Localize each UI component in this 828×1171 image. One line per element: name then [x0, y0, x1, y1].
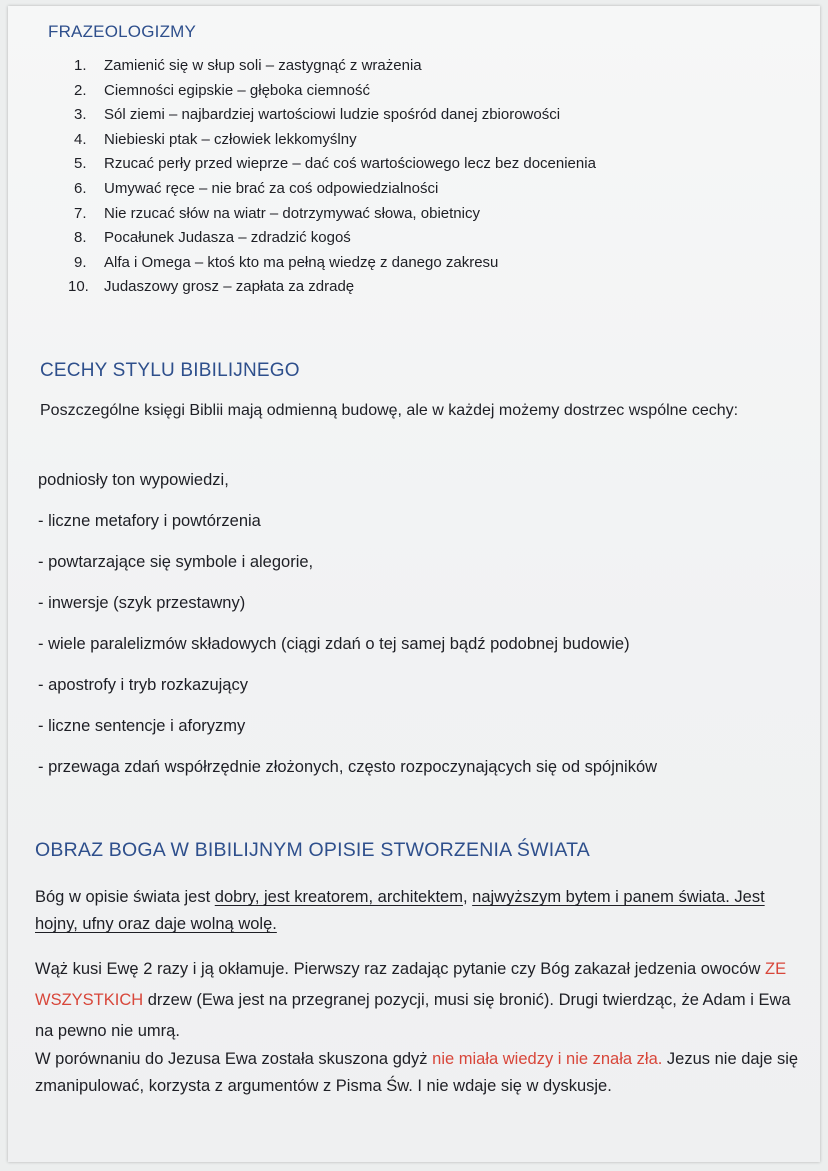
item-text: Pocałunek Judasza – zdradzić kogoś [104, 229, 351, 247]
list-item: - inwersje (szyk przestawny) [38, 594, 246, 612]
p2-highlight: ZE WSZYSTKICH [35, 960, 787, 1009]
item-number: 8. [74, 229, 87, 247]
item-text: Zamienić się w słup soli – zastygnąć z wrażenia [104, 57, 422, 74]
list-item [68, 226, 596, 251]
list-item [68, 177, 596, 202]
list-item [68, 251, 596, 276]
list-item [68, 54, 596, 79]
p1-underlined-text: dobry, jest kreatorem, architektem [214, 888, 463, 906]
list-item [68, 128, 596, 153]
item-number: 6. [74, 179, 87, 197]
p3-highlight: nie miała wiedzy i nie znała zła. [432, 1050, 663, 1068]
cechy-heading: CECHY STYLU BIBILIJNEGO [40, 360, 300, 381]
list-item: - apostrofy i tryb rozkazujący [38, 676, 248, 694]
obraz-paragraph-1 [35, 884, 795, 938]
list-item [68, 152, 596, 177]
p3-text-end: Jezus nie daje się zmanipulować, korzysta z argumentów z Pisma Św. I nie wdaje się w dyskusje. [35, 1050, 799, 1095]
item-number: 4. [74, 130, 87, 148]
obraz-paragraph-3 [35, 1046, 805, 1100]
item-number: 10. [68, 278, 89, 296]
item-text: Alfa i Omega – ktoś kto ma pełną wiedzę z danego zakresu [104, 253, 499, 271]
p2-text: Wąż kusi Ewę 2 razy i ją okłamuje. Pierwszy raz zadając pytanie czy Bóg zakazał jedzenia owoców [35, 960, 765, 978]
list-item: podniosły ton wypowiedzi, [38, 471, 229, 489]
item-text: Niebieski ptak – człowiek lekkomyślny [104, 130, 357, 148]
frazeologizmy-list [68, 54, 596, 300]
item-text: Judaszowy grosz – zapłata za zdradę [104, 278, 355, 296]
cechy-intro: Poszczególne księgi Biblii mają odmienną budowę, ale w każdej możemy dostrzec wspólne cechy: [40, 402, 739, 419]
list-item [68, 79, 596, 104]
item-text: Umywać ręce – nie brać za coś odpowiedzialności [104, 179, 439, 197]
cechy-list [38, 468, 657, 796]
p1-text: Bóg w opisie świata jest [35, 888, 215, 906]
item-number: 7. [74, 204, 87, 222]
list-item [68, 202, 596, 227]
list-item: - powtarzające się symbole i alegorie, [38, 553, 314, 571]
item-number: 1. [74, 57, 87, 74]
p2-text-end: drzew (Ewa jest na przegranej pozycji, musi się bronić). Drugi twierdząc, że Adam i Ewa na pewno nie umrą. [35, 991, 791, 1040]
item-text: Rzucać perły przed wieprze – dać coś wartościowego lecz bez docenienia [104, 155, 596, 173]
p1-separator: , [462, 888, 473, 906]
item-number: 9. [74, 253, 87, 271]
list-item: - przewaga zdań współrzędnie złożonych, często rozpoczynających się od spójników [38, 758, 658, 776]
list-item: - liczne sentencje i aforyzmy [38, 717, 246, 735]
item-text: Sól ziemi – najbardziej wartościowi ludzie spośród danej zbiorowości [104, 106, 561, 124]
document-page [8, 6, 820, 1162]
list-item: - wiele paralelizmów składowych (ciągi zdań o tej samej bądź podobnej budowie) [38, 635, 630, 653]
item-text: Nie rzucać słów na wiatr – dotrzymywać słowa, obietnicy [104, 204, 480, 222]
p1-underlined-text: najwyższym bytem i panem świata. Jest hojny, ufny oraz daje wolną wolę. [35, 888, 765, 933]
item-number: 2. [74, 81, 87, 99]
list-item: - liczne metafory i powtórzenia [38, 512, 261, 530]
obraz-boga-heading: OBRAZ BOGA W BIBILIJNYM OPISIE STWORZENIA ŚWIATA [35, 839, 590, 861]
item-number: 5. [74, 155, 87, 173]
item-number: 3. [74, 106, 87, 124]
p3-text: W porównaniu do Jezusa Ewa została skuszona gdyż [35, 1050, 433, 1068]
list-item [68, 103, 596, 128]
frazeologizmy-heading: FRAZEOLOGIZMY [48, 22, 197, 41]
item-text: Ciemności egipskie – głęboka ciemność [104, 81, 370, 99]
list-item [68, 275, 596, 300]
obraz-paragraph-2 [35, 954, 805, 1047]
